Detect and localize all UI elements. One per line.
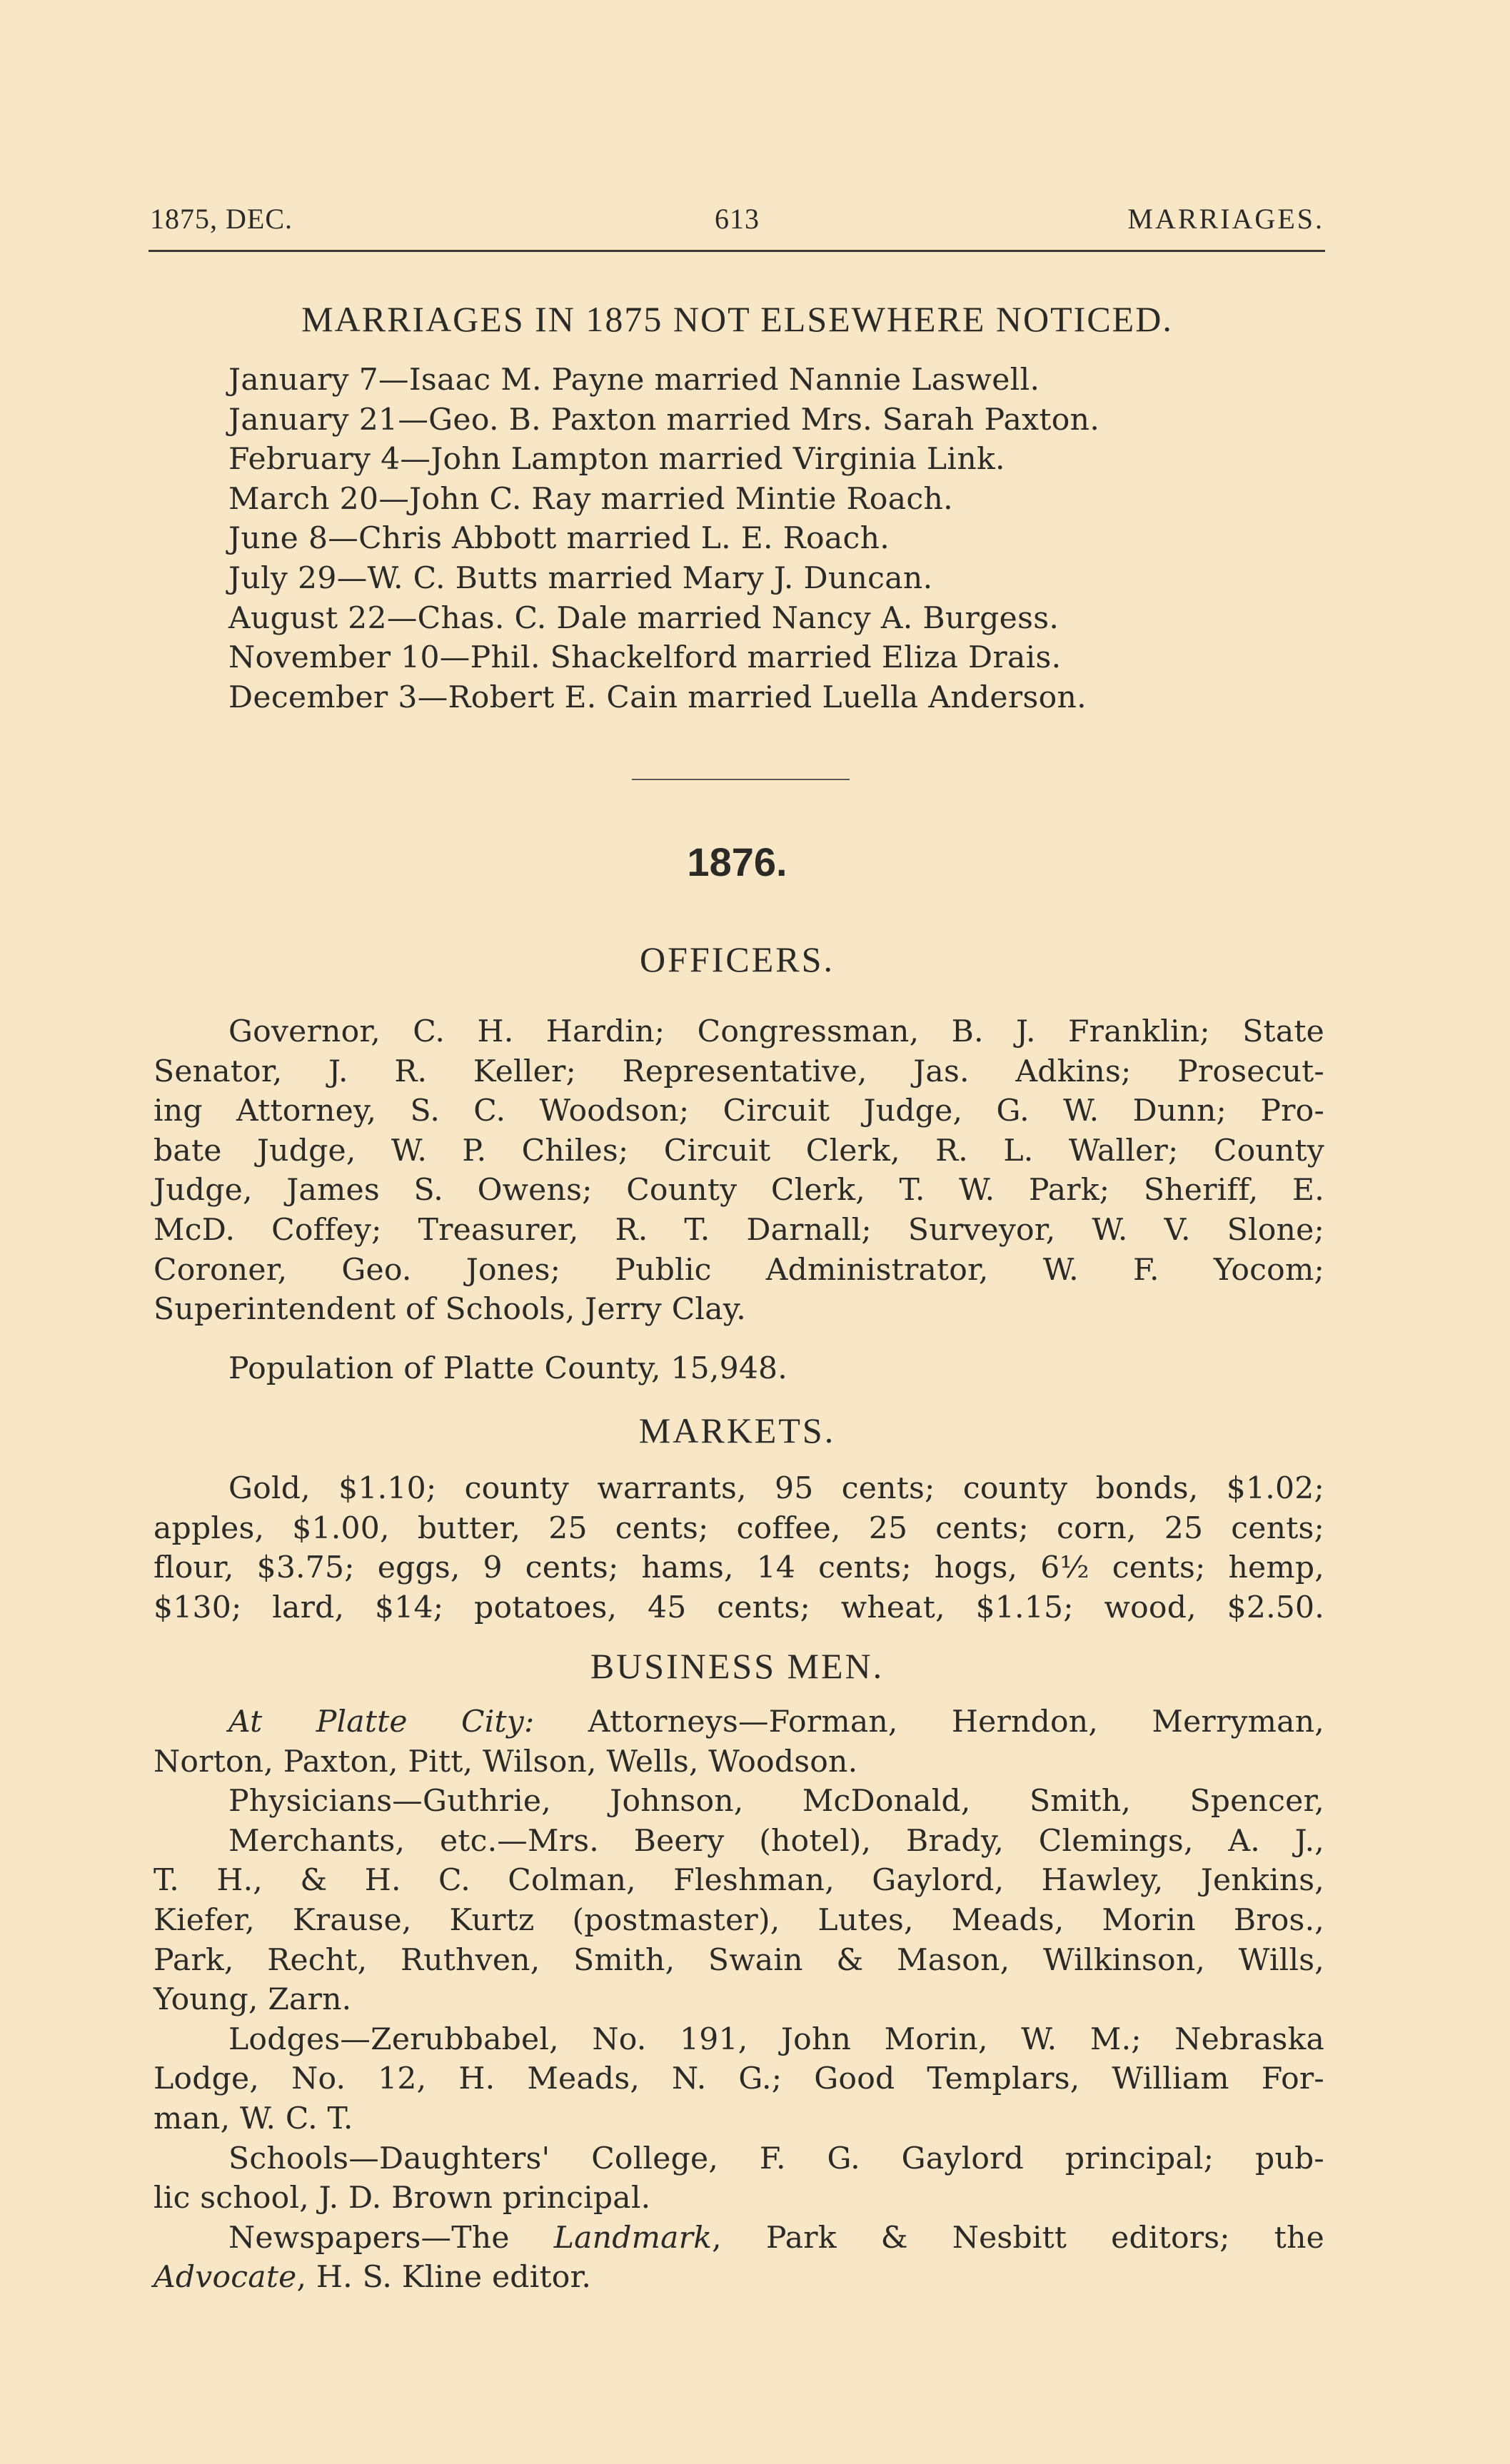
officers-line: Coroner, Geo. Jones; Public Administrator, W. F. Yocom; (153, 1252, 1324, 1288)
officers-line: Superintendent of Schools, Jerry Clay. (153, 1292, 747, 1328)
markets-heading: MARKETS. (638, 1410, 836, 1450)
schools-line: Schools—Daughters' College, F. G. Gaylord principal; pub- (228, 2141, 1324, 2176)
newspaper-title-landmark: Landmark (553, 2220, 713, 2256)
header-rule (149, 250, 1325, 252)
marriages-list (228, 360, 1099, 717)
officers-line: Senator, J. R. Keller; Representative, Jas. Adkins; Prosecut- (153, 1054, 1324, 1089)
page-number: 613 (715, 203, 760, 235)
newspaper-title-advocate: Advocate (153, 2260, 297, 2296)
lodges-line: man, W. C. T. (153, 2101, 353, 2136)
markets-line: $130; lard, $14; potatoes, 45 cents; wheat, $1.15; wood, $2.50. (153, 1590, 1324, 1625)
marriage-entry: November 10—Phil. Shackelford married Eliza Drais. (228, 640, 1062, 676)
officers-line: Judge, James S. Owens; County Clerk, T. W. Park; Sheriff, E. (153, 1173, 1324, 1208)
schools-line: lic school, J. D. Brown principal. (153, 2181, 651, 2216)
merchants-line: Merchants, etc.—Mrs. Beery (hotel), Brady, Clemings, A. J., (228, 1823, 1324, 1859)
population-line: Population of Platte County, 15,948. (228, 1351, 788, 1386)
section-divider (632, 779, 850, 780)
officers-line: bate Judge, W. P. Chiles; Circuit Clerk, R. L. Waller; County (153, 1133, 1324, 1168)
newspapers-line (153, 2218, 1324, 2258)
business-heading: BUSINESS MEN. (590, 1646, 885, 1686)
markets-line: apples, $1.00, butter, 25 cents; coffee, 25 cents; corn, 25 cents; (153, 1510, 1324, 1546)
marriage-entry: March 20—John C. Ray married Mintie Roach. (228, 481, 953, 517)
merchants-line: Young, Zarn. (153, 1982, 352, 2018)
officers-heading: OFFICERS. (640, 939, 835, 979)
running-header (150, 202, 1324, 245)
lodges-line: Lodges—Zerubbabel, No. 191, John Morin, W. M.; Nebraska (228, 2021, 1324, 2057)
newspapers-text-b: , H. S. Kline editor. (296, 2260, 592, 2296)
markets-paragraph (153, 1469, 1324, 1627)
attorneys-text: Attorneys—Forman, Herndon, Merryman, (534, 1705, 1324, 1740)
newspapers-line-2 (153, 2258, 1324, 2298)
population-paragraph (153, 1349, 1324, 1389)
marriage-entry: August 22—Chas. C. Dale married Nancy A. Burgess. (228, 600, 1059, 636)
place-label: At Platte City: (228, 1705, 535, 1740)
newspapers-text-c: , Park & Nesbitt editors; the (712, 2220, 1324, 2256)
merchants-line: Kiefer, Krause, Kurtz (postmaster), Lutes, Meads, Morin Bros., (153, 1902, 1324, 1938)
marriage-entry: February 4—John Lampton married Virginia Link. (228, 442, 1005, 478)
attorneys-line (153, 1702, 1324, 1742)
officers-line: Governor, C. H. Hardin; Congressman, B. J. Franklin; State (228, 1014, 1324, 1049)
marriage-entry: June 8—Chris Abbott married L. E. Roach. (228, 521, 890, 557)
attorneys-line-2: Norton, Paxton, Pitt, Wilson, Wells, Woodson. (153, 1744, 858, 1779)
newspapers-text-a: Newspapers—The (228, 2220, 554, 2256)
business-paragraph (153, 1702, 1324, 2298)
year-heading: 1876. (687, 839, 787, 884)
officers-line: ing Attorney, S. C. Woodson; Circuit Judge, G. W. Dunn; Pro- (153, 1094, 1324, 1129)
markets-line: flour, $3.75; eggs, 9 cents; hams, 14 cents; hogs, 6½ cents; hemp, (153, 1550, 1324, 1586)
marriages-title: MARRIAGES IN 1875 NOT ELSEWHERE NOTICED. (301, 299, 1173, 339)
merchants-line: T. H., & H. C. Colman, Fleshman, Gaylord, Hawley, Jenkins, (153, 1863, 1324, 1899)
marriage-entry: July 29—W. C. Butts married Mary J. Duncan. (228, 560, 933, 596)
officers-paragraph (153, 1012, 1324, 1330)
merchants-line: Park, Recht, Ruthven, Smith, Swain & Mason, Wilkinson, Wills, (153, 1942, 1324, 1978)
markets-line: Gold, $1.10; county warrants, 95 cents; county bonds, $1.02; (228, 1471, 1324, 1506)
marriage-entry: December 3—Robert E. Cain married Luella Anderson. (228, 680, 1087, 715)
header-date: 1875, DEC. (150, 203, 293, 235)
header-section: MARRIAGES. (1127, 203, 1324, 235)
marriage-entry: January 7—Isaac M. Payne married Nannie Laswell. (228, 363, 1040, 398)
marriage-entry: January 21—Geo. B. Paxton married Mrs. Sarah Paxton. (228, 402, 1100, 438)
physicians-line: Physicians—Guthrie, Johnson, McDonald, Smith, Spencer, (228, 1784, 1324, 1819)
officers-line: McD. Coffey; Treasurer, R. T. Darnall; Surveyor, W. V. Slone; (153, 1212, 1324, 1248)
lodges-line: Lodge, No. 12, H. Meads, N. G.; Good Templars, William For- (153, 2061, 1324, 2097)
